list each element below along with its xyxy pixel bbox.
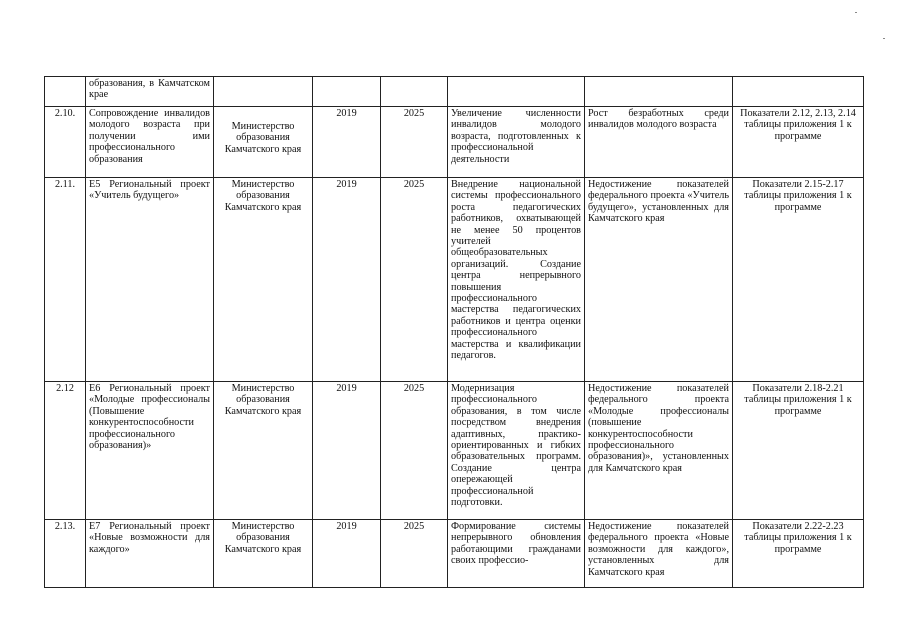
table-row — [45, 107, 864, 178]
non-implementation-consequence: Рост безработных среди инвалидов молодого возраста — [585, 107, 733, 178]
indicator-link: Показатели 2.15-2.17 таблицы приложения 1 к программе — [733, 178, 864, 382]
indicator-link: Показатели 2.22-2.23 таблицы приложения 1 к программе — [733, 520, 864, 588]
start-year: 2019 — [313, 107, 381, 178]
table-row — [45, 77, 864, 107]
row-number — [45, 77, 86, 107]
expected-result — [448, 77, 585, 107]
non-implementation-consequence: Недостижение показателей федерального проекта «Новые возможности для каждого», установленных для Камчатского края — [585, 520, 733, 588]
expected-result: Внедрение национальной системы профессионального роста педагогических работников, охватывающей не менее 50 процентов учителей общеобразовательных организаций. Создание центра непрерывного повышения профессионального мастерства педагогических работников и центра оценки профессионального мастерства и квалификации педагогов. — [448, 178, 585, 382]
start-year — [313, 77, 381, 107]
scan-speck — [883, 38, 885, 39]
executor: Министерство образования Камчатского края — [214, 178, 313, 382]
table-row — [45, 178, 864, 382]
row-number: 2.13. — [45, 520, 86, 588]
end-year: 2025 — [381, 107, 448, 178]
measure-name: Сопровождение инвалидов молодого возраста при получении ими профессионального образования — [86, 107, 214, 178]
expected-result: Увеличение численности инвалидов молодого возраста, подготовленных к профессиональной деятельности — [448, 107, 585, 178]
measure-name: образования, в Камчатском крае — [86, 77, 214, 107]
executor: Министерство образования Камчатского края — [214, 382, 313, 520]
non-implementation-consequence — [585, 77, 733, 107]
measure-name: E7 Региональный проект «Новые возможности для каждого» — [86, 520, 214, 588]
non-implementation-consequence: Недостижение показателей федерального проекта «Молодые профессионалы (повышение конкурентоспособности профессионального образования)», установленных для Камчатского края — [585, 382, 733, 520]
table-row — [45, 382, 864, 520]
table-row — [45, 520, 864, 588]
start-year: 2019 — [313, 520, 381, 588]
indicator-link: Показатели 2.12, 2.13, 2.14 таблицы приложения 1 к программе — [733, 107, 864, 178]
row-number: 2.10. — [45, 107, 86, 178]
indicator-link: Показатели 2.18-2.21 таблицы приложения 1 к программе — [733, 382, 864, 520]
end-year — [381, 77, 448, 107]
expected-result: Модернизация профессионального образования, в том числе посредством внедрения адаптивных, практико-ориентированных и гибких образовательных программ. Создание центра опережающей профессиональной подготовки. — [448, 382, 585, 520]
executor — [214, 77, 313, 107]
executor: Министерство образования Камчатского края — [214, 520, 313, 588]
end-year: 2025 — [381, 382, 448, 520]
row-number: 2.12 — [45, 382, 86, 520]
scan-speck — [855, 12, 857, 13]
start-year: 2019 — [313, 382, 381, 520]
measure-name: E6 Региональный проект «Молодые профессионалы (Повышение конкурентоспособности профессионального образования)» — [86, 382, 214, 520]
start-year: 2019 — [313, 178, 381, 382]
row-number: 2.11. — [45, 178, 86, 382]
executor: Министерство образования Камчатского края — [214, 107, 313, 178]
measure-name: E5 Региональный проект «Учитель будущего» — [86, 178, 214, 382]
end-year: 2025 — [381, 178, 448, 382]
expected-result: Формирование системы непрерывного обновления работающими гражданами своих профессио- — [448, 520, 585, 588]
non-implementation-consequence: Недостижение показателей федерального проекта «Учитель будущего», установленных для Камчатского края — [585, 178, 733, 382]
end-year: 2025 — [381, 520, 448, 588]
program-measures-table — [44, 76, 864, 588]
indicator-link — [733, 77, 864, 107]
